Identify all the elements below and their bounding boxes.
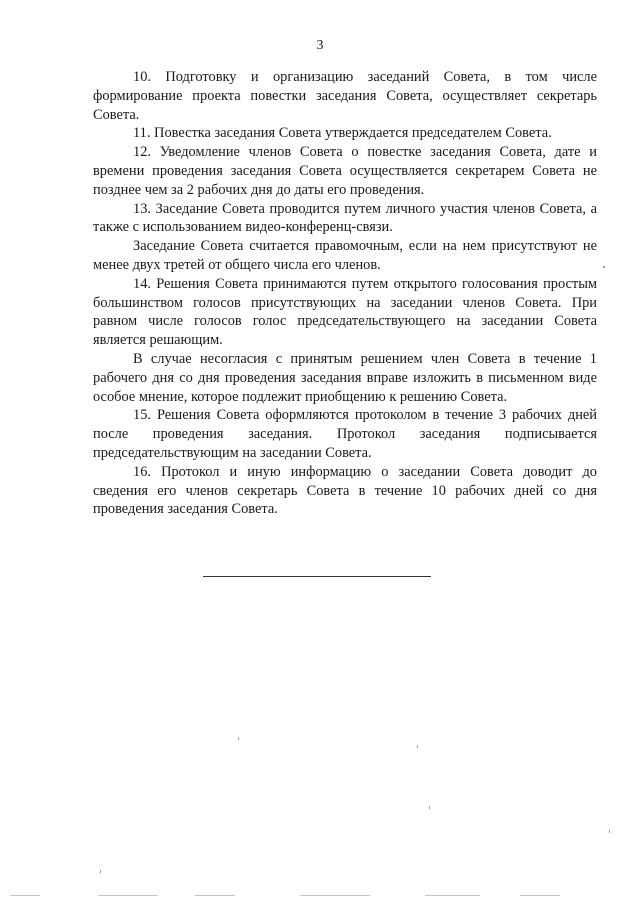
document-body <box>93 68 597 519</box>
scan-speck <box>98 895 158 896</box>
scan-speck <box>10 895 40 896</box>
scan-speck <box>425 895 480 896</box>
paragraph-12: 12. Уведомление членов Совета о повестке заседания Совета, дате и времени проведения заседания Совета осуществляется секретарем Совета не позднее чем за 2 рабочих дня до даты его проведения. <box>93 144 597 198</box>
paragraph-10: 10. Подготовку и организацию заседаний Совета, в том числе формирование проекта повестки заседания Совета, осуществляет секретарь Совета. <box>93 69 597 123</box>
paragraph-15: 15. Решения Совета оформляются протоколом в течение 3 рабочих дней после проведения заседания. Протокол заседания подписывается председательствующим на заседании Совета. <box>93 407 597 461</box>
scan-speck <box>520 895 560 896</box>
scan-speck <box>195 895 235 896</box>
paragraph-quorum: Заседание Совета считается правомочным, если на нем присутствуют не менее двух третей от общего числа его членов. <box>93 238 597 273</box>
paragraph-16: 16. Протокол и иную информацию о заседании Совета доводит до сведения его членов секретарь Совета в течение 10 рабочих дней со дня проведения заседания Совета. <box>93 463 597 518</box>
paragraph-dissent: В случае несогласия с принятым решением член Совета в течение 1 рабочего дня со дня проведения заседания вправе изложить в письменном виде особое мнение, которое подлежит приобщению к решению Совета. <box>93 350 597 405</box>
scan-speck <box>417 745 418 748</box>
scan-speck <box>603 266 605 268</box>
scan-speck <box>100 870 101 873</box>
paragraph-14: 14. Решения Совета принимаются путем открытого голосования простым большинством голосов присутствующих на заседании членов Совета. При равном числе голосов голос председательствующего на заседании Совета является решающим. <box>93 275 597 349</box>
paragraph-13: 13. Заседание Совета проводится путем личного участия членов Совета, а также с использованием видео-конференц-связи. <box>93 200 597 236</box>
scan-speck <box>609 830 610 833</box>
page-number: 3 <box>316 38 324 53</box>
scan-speck <box>300 895 370 896</box>
scan-speck <box>238 737 239 740</box>
scan-speck <box>429 806 430 809</box>
end-rule <box>203 576 431 577</box>
paragraph-11: 11. Повестка заседания Совета утверждается председателем Совета. <box>133 125 552 142</box>
